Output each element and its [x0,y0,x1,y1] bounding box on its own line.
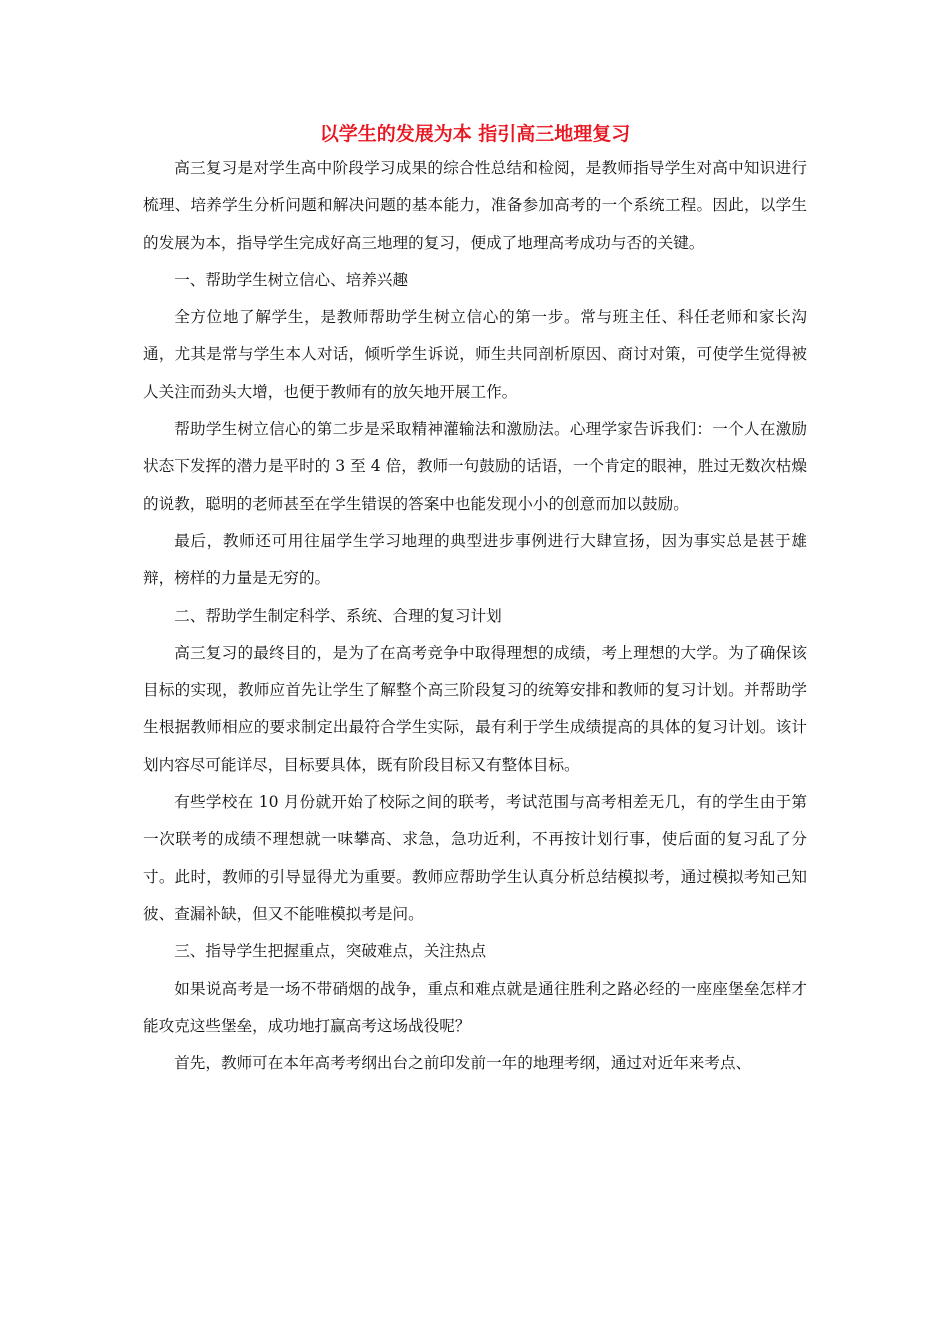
section-heading-3: 三、指导学生把握重点，突破难点，关注热点 [174,942,487,961]
paragraph-intro: 高三复习是对学生高中阶段学习成果的综合性总结和检阅，是教师指导学生对高中知识进行梳理、培养学生分析问题和解决问题的基本能力，准备参加高考的一个系统工程。因此，以学生的发展为本，指导学生完成好高三地理的复习，便成了地理高考成功与否的关键。 [143,159,807,252]
section-heading-2: 二、帮助学生制定科学、系统、合理的复习计划 [174,606,502,625]
paragraph: 如果说高考是一场不带硝烟的战争，重点和难点就是通往胜利之路必经的一座座堡垒怎样才能攻克这些堡垒，成功地打赢高考这场战役呢？ [143,979,807,1035]
paragraph: 全方位地了解学生，是教师帮助学生树立信心的第一步。常与班主任、科任老师和家长沟通，尤其是常与学生本人对话，倾听学生诉说，师生共同剖析原因、商讨对策，可使学生觉得被人关注而劲头大增，也便于教师有的放矢地开展工作。 [143,308,807,401]
paragraph: 首先，教师可在本年高考考纲出台之前印发前一年的地理考纲，通过对近年来考点、 [174,1054,752,1073]
document-title: 以学生的发展为本 指引高三地理复习 [319,123,631,145]
section-heading-1: 一、帮助学生树立信心、培养兴趣 [174,270,409,289]
paragraph: 有些学校在 10 月份就开始了校际之间的联考，考试范围与高考相差无几，有的学生由于第一次联考的成绩不理想就一味攀高、求急，急功近利，不再按计划行事，使后面的复习乱了分寸。此时，教师的引导显得尤为重要。教师应帮助学生认真分析总结模拟考，通过模拟考知己知彼、查漏补缺，但又不能唯模拟考是问。 [143,793,807,923]
paragraph: 帮助学生树立信心的第二步是采取精神灌输法和激励法。心理学家告诉我们：一个人在激励状态下发挥的潜力是平时的 3 至 4 倍，教师一句鼓励的话语，一个肯定的眼神，胜过无数次枯燥的说教，聪明的老师甚至在学生错误的答案中也能发现小小的创意而加以鼓励。 [143,420,807,513]
paragraph: 最后，教师还可用往届学生学习地理的典型进步事例进行大肆宣扬，因为事实总是甚于雄辩，榜样的力量是无穷的。 [143,531,807,588]
document-body [143,150,807,1082]
paragraph: 高三复习的最终目的，是为了在高考竞争中取得理想的成绩，考上理想的大学。为了确保该目标的实现，教师应首先让学生了解整个高三阶段复习的统筹安排和教师的复习计划。并帮助学生根据教师相应的要求制定出最符合学生实际，最有利于学生成绩提高的具体的复习计划。该计划内容尽可能详尽，目标要具体，既有阶段目标又有整体目标。 [143,643,807,774]
